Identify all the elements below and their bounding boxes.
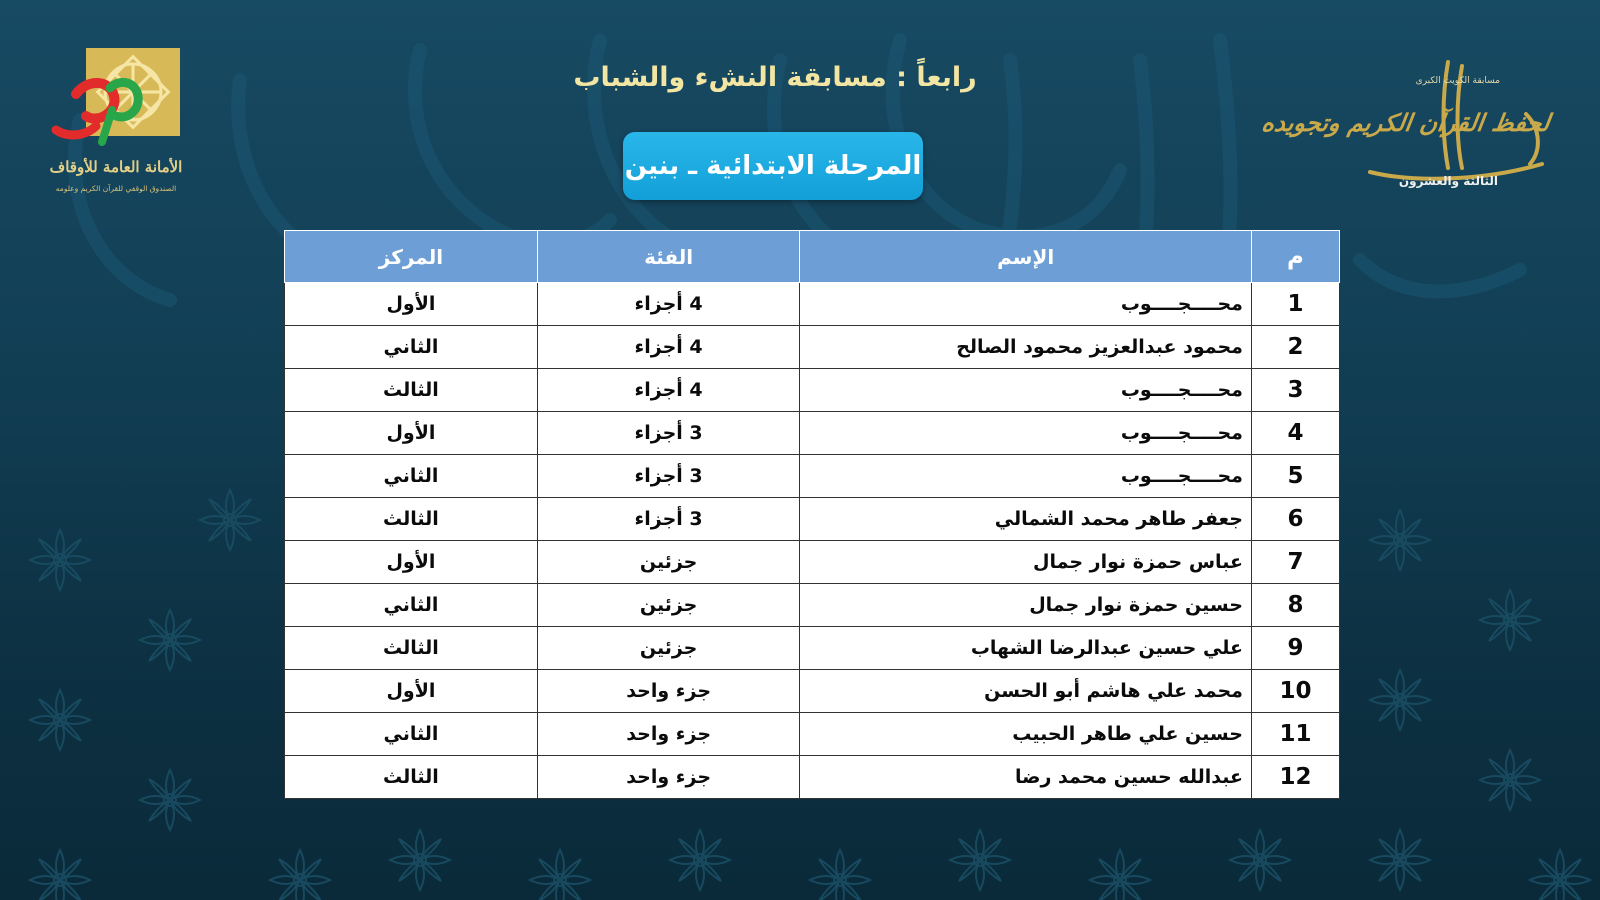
- awqaf-org-name: الأمانة العامة للأوقاف: [49, 158, 183, 176]
- quran-competition-logo: [1260, 56, 1560, 206]
- cell-category: جزء واحد: [537, 713, 800, 756]
- competition-name: لحفظ القرآن الكريم وتجويده: [1260, 108, 1553, 137]
- cell-number: 3: [1251, 369, 1339, 412]
- table-row: [285, 541, 1340, 584]
- table-row: [285, 283, 1340, 326]
- cell-category: جزء واحد: [537, 670, 800, 713]
- cell-name: علي حسين عبدالرضا الشهاب: [800, 627, 1252, 670]
- cell-rank: الثاني: [285, 584, 538, 627]
- cell-rank: الثاني: [285, 326, 538, 369]
- cell-rank: الأول: [285, 412, 538, 455]
- column-header-name: الإسم: [800, 231, 1252, 283]
- cell-number: 4: [1251, 412, 1339, 455]
- table-row: [285, 455, 1340, 498]
- cell-rank: الأول: [285, 541, 538, 584]
- cell-category: 3 أجزاء: [537, 498, 800, 541]
- cell-name: محــــجــــوب: [800, 455, 1252, 498]
- table-row: [285, 326, 1340, 369]
- awqaf-logo: [46, 46, 186, 206]
- cell-name: عبدالله حسين محمد رضا: [800, 756, 1252, 799]
- cell-category: 4 أجزاء: [537, 283, 800, 326]
- results-table-body: [285, 283, 1340, 799]
- cell-number: 8: [1251, 584, 1339, 627]
- competition-edition: الثالثة والعشرون: [1398, 174, 1498, 188]
- cell-name: حسين حمزة نوار جمال: [800, 584, 1252, 627]
- table-row: [285, 627, 1340, 670]
- cell-number: 12: [1251, 756, 1339, 799]
- cell-category: جزئين: [537, 584, 800, 627]
- table-row: [285, 670, 1340, 713]
- table-row: [285, 756, 1340, 799]
- cell-category: جزئين: [537, 627, 800, 670]
- column-header-number: م: [1251, 231, 1339, 283]
- table-row: [285, 412, 1340, 455]
- table-row: [285, 498, 1340, 541]
- cell-number: 6: [1251, 498, 1339, 541]
- cell-rank: الأول: [285, 670, 538, 713]
- cell-rank: الثالث: [285, 756, 538, 799]
- column-header-rank: المركز: [285, 231, 538, 283]
- cell-rank: الثاني: [285, 713, 538, 756]
- results-table: [284, 230, 1340, 799]
- cell-number: 5: [1251, 455, 1339, 498]
- page-title: رابعاً : مسابقة النشء والشباب: [573, 62, 977, 93]
- cell-rank: الثالث: [285, 627, 538, 670]
- cell-name: محمد علي هاشم أبو الحسن: [800, 670, 1252, 713]
- cell-rank: الأول: [285, 283, 538, 326]
- table-row: [285, 369, 1340, 412]
- cell-number: 7: [1251, 541, 1339, 584]
- cell-category: 4 أجزاء: [537, 369, 800, 412]
- cell-name: عباس حمزة نوار جمال: [800, 541, 1252, 584]
- cell-category: جزء واحد: [537, 756, 800, 799]
- cell-name: محــــجــــوب: [800, 412, 1252, 455]
- cell-name: محــــجــــوب: [800, 283, 1252, 326]
- cell-name: محمود عبدالعزيز محمود الصالح: [800, 326, 1252, 369]
- cell-rank: الثاني: [285, 455, 538, 498]
- cell-category: 4 أجزاء: [537, 326, 800, 369]
- table-header-row: [285, 231, 1340, 283]
- cell-name: جعفر طاهر محمد الشمالي: [800, 498, 1252, 541]
- stage-badge-label: المرحلة الابتدائية ـ بنين: [624, 151, 922, 181]
- cell-number: 2: [1251, 326, 1339, 369]
- awqaf-org-subtitle: الصندوق الوقفي للقرآن الكريم وعلومه: [55, 184, 177, 193]
- cell-category: 3 أجزاء: [537, 412, 800, 455]
- table-row: [285, 713, 1340, 756]
- cell-name: محــــجــــوب: [800, 369, 1252, 412]
- cell-name: حسين علي طاهر الحبيب: [800, 713, 1252, 756]
- cell-number: 9: [1251, 627, 1339, 670]
- cell-rank: الثالث: [285, 369, 538, 412]
- competition-top-line: مسابقة الكويت الكبرى: [1415, 76, 1500, 86]
- cell-category: جزئين: [537, 541, 800, 584]
- awqaf-logo-icon: [46, 46, 186, 156]
- stage-badge: [623, 132, 923, 200]
- cell-number: 10: [1251, 670, 1339, 713]
- cell-number: 1: [1251, 283, 1339, 326]
- column-header-category: الفئة: [537, 231, 800, 283]
- cell-rank: الثالث: [285, 498, 538, 541]
- cell-number: 11: [1251, 713, 1339, 756]
- table-row: [285, 584, 1340, 627]
- cell-category: 3 أجزاء: [537, 455, 800, 498]
